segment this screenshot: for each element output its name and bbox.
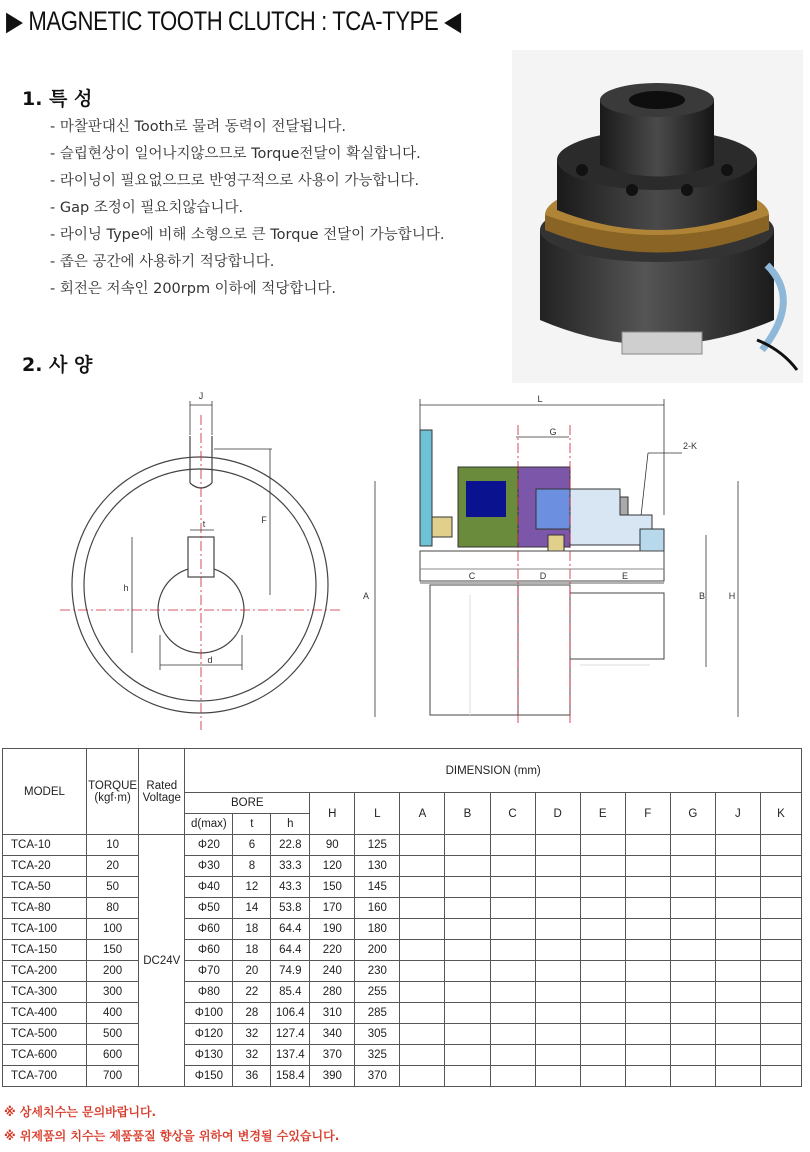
header-t: t xyxy=(233,814,271,835)
table-cell-empty xyxy=(580,1024,625,1045)
feature-item: - 마찰판대신 Tooth로 물려 동력이 전달됩니다. xyxy=(50,119,347,135)
dim-label-d: d xyxy=(207,655,213,665)
table-cell: Φ40 xyxy=(185,877,233,898)
table-cell-empty xyxy=(535,1045,580,1066)
table-cell-empty xyxy=(760,1024,801,1045)
table-cell: 10 xyxy=(86,835,138,856)
table-cell-empty xyxy=(670,835,715,856)
model-cell: TCA-500 xyxy=(3,1024,87,1045)
table-cell-empty xyxy=(670,919,715,940)
table-cell-empty xyxy=(625,835,670,856)
header-col-d: D xyxy=(535,793,580,835)
table-cell-empty xyxy=(400,982,445,1003)
table-cell: 158.4 xyxy=(271,1066,310,1087)
page-title: ▶ MAGNETIC TOOTH CLUTCH : TCA-TYPE ◀ xyxy=(6,6,461,36)
table-cell: 74.9 xyxy=(271,961,310,982)
table-row xyxy=(3,1024,802,1045)
model-cell: TCA-200 xyxy=(3,961,87,982)
table-cell-empty xyxy=(400,898,445,919)
table-cell: 137.4 xyxy=(271,1045,310,1066)
table-cell-empty xyxy=(445,919,490,940)
table-cell-empty xyxy=(715,1066,760,1087)
model-cell: TCA-700 xyxy=(3,1066,87,1087)
table-cell-empty xyxy=(580,835,625,856)
table-cell-empty xyxy=(760,1003,801,1024)
header-col-g: G xyxy=(670,793,715,835)
table-cell-empty xyxy=(715,940,760,961)
table-cell-empty xyxy=(445,982,490,1003)
table-cell-empty xyxy=(400,877,445,898)
table-cell: 20 xyxy=(233,961,271,982)
feature-item: - Gap 조정이 필요치않습니다. xyxy=(50,200,244,216)
header-col-e: E xyxy=(580,793,625,835)
table-cell: 12 xyxy=(233,877,271,898)
table-cell: 240 xyxy=(310,961,355,982)
table-cell-empty xyxy=(535,877,580,898)
table-cell-empty xyxy=(490,856,535,877)
header-col-a: A xyxy=(400,793,445,835)
feature-item: - 라이닝 Type에 비해 소형으로 큰 Torque 전달이 가능합니다. xyxy=(50,227,445,243)
model-cell: TCA-80 xyxy=(3,898,87,919)
table-cell-empty xyxy=(580,982,625,1003)
table-cell: 127.4 xyxy=(271,1024,310,1045)
table-cell: 370 xyxy=(355,1066,400,1087)
table-cell-empty xyxy=(445,961,490,982)
table-cell: 22.8 xyxy=(271,835,310,856)
table-cell: Φ30 xyxy=(185,856,233,877)
table-cell-empty xyxy=(715,898,760,919)
table-cell: 28 xyxy=(233,1003,271,1024)
table-cell-empty xyxy=(715,982,760,1003)
table-cell: 220 xyxy=(310,940,355,961)
table-cell: Φ20 xyxy=(185,835,233,856)
table-cell: 33.3 xyxy=(271,856,310,877)
table-cell: 50 xyxy=(86,877,138,898)
table-cell-empty xyxy=(490,877,535,898)
table-cell: 300 xyxy=(86,982,138,1003)
dim-label-h: h xyxy=(123,583,129,593)
rated-voltage-cell: DC24V xyxy=(139,835,185,1087)
table-cell-empty xyxy=(670,940,715,961)
table-cell-empty xyxy=(625,1045,670,1066)
table-cell: 90 xyxy=(310,835,355,856)
dim-label-g: G xyxy=(549,427,557,437)
table-cell: 8 xyxy=(233,856,271,877)
table-cell-empty xyxy=(580,898,625,919)
table-cell-empty xyxy=(625,1003,670,1024)
table-row xyxy=(3,919,802,940)
table-cell-empty xyxy=(580,856,625,877)
table-cell: 32 xyxy=(233,1024,271,1045)
table-cell-empty xyxy=(535,940,580,961)
table-cell-empty xyxy=(625,877,670,898)
table-cell: 120 xyxy=(310,856,355,877)
table-cell-empty xyxy=(445,940,490,961)
table-cell: 700 xyxy=(86,1066,138,1087)
table-cell: 18 xyxy=(233,940,271,961)
table-cell: 160 xyxy=(355,898,400,919)
model-cell: TCA-600 xyxy=(3,1045,87,1066)
table-cell: 500 xyxy=(86,1024,138,1045)
table-cell: 305 xyxy=(355,1024,400,1045)
dim-label-k: 2-K xyxy=(682,441,698,451)
table-cell-empty xyxy=(445,1066,490,1087)
table-cell-empty xyxy=(760,898,801,919)
table-cell-empty xyxy=(400,1003,445,1024)
table-cell: 285 xyxy=(355,1003,400,1024)
feature-item: - 라이닝이 필요없으므로 반영구적으로 사용이 가능합니다. xyxy=(50,173,420,189)
dim-label-l: L xyxy=(537,394,543,404)
product-photo xyxy=(512,50,803,383)
table-cell: 130 xyxy=(355,856,400,877)
feature-item: - 슬립현상이 일어나지않으므로 Torque전달이 확실합니다. xyxy=(50,146,421,162)
table-cell: 340 xyxy=(310,1024,355,1045)
table-cell-empty xyxy=(580,919,625,940)
header-col-c: C xyxy=(490,793,535,835)
table-row xyxy=(3,1066,802,1087)
table-cell-empty xyxy=(400,856,445,877)
table-cell: 100 xyxy=(86,919,138,940)
table-cell-empty xyxy=(535,898,580,919)
dim-label-c: C xyxy=(468,571,476,581)
table-cell: 22 xyxy=(233,982,271,1003)
table-cell-empty xyxy=(715,961,760,982)
model-cell: TCA-150 xyxy=(3,940,87,961)
table-cell: 370 xyxy=(310,1045,355,1066)
table-cell: Φ130 xyxy=(185,1045,233,1066)
header-bore: BORE xyxy=(185,793,310,814)
table-cell-empty xyxy=(670,1003,715,1024)
table-cell-empty xyxy=(625,940,670,961)
table-cell: 85.4 xyxy=(271,982,310,1003)
dim-label-j: J xyxy=(198,391,204,401)
table-cell-empty xyxy=(535,1003,580,1024)
table-cell-empty xyxy=(760,961,801,982)
model-cell: TCA-20 xyxy=(3,856,87,877)
table-cell-empty xyxy=(535,1024,580,1045)
table-cell-empty xyxy=(535,961,580,982)
table-cell-empty xyxy=(715,835,760,856)
table-cell-empty xyxy=(535,856,580,877)
header-col-l: L xyxy=(355,793,400,835)
table-cell-empty xyxy=(760,877,801,898)
model-cell: TCA-50 xyxy=(3,877,87,898)
table-cell: Φ60 xyxy=(185,940,233,961)
table-cell-empty xyxy=(760,1045,801,1066)
table-cell-empty xyxy=(580,1045,625,1066)
table-cell-empty xyxy=(400,919,445,940)
table-cell-empty xyxy=(490,1045,535,1066)
header-col-j: J xyxy=(715,793,760,835)
table-cell-empty xyxy=(760,940,801,961)
table-cell-empty xyxy=(715,1024,760,1045)
header-torque: TORQUE (kgf·m) xyxy=(86,749,138,835)
table-cell-empty xyxy=(760,835,801,856)
table-cell-empty xyxy=(625,898,670,919)
dim-label-d2: D xyxy=(539,571,547,581)
table-cell: 18 xyxy=(233,919,271,940)
table-cell-empty xyxy=(715,1003,760,1024)
table-cell: 64.4 xyxy=(271,919,310,940)
section-features-heading: 1. 특 성 xyxy=(22,88,93,110)
header-dmax: d(max) xyxy=(185,814,233,835)
table-cell-empty xyxy=(490,961,535,982)
table-cell-empty xyxy=(625,1066,670,1087)
header-h: h xyxy=(271,814,310,835)
table-cell-empty xyxy=(760,856,801,877)
table-cell: 53.8 xyxy=(271,898,310,919)
table-cell: 64.4 xyxy=(271,940,310,961)
table-cell: 20 xyxy=(86,856,138,877)
table-cell-empty xyxy=(400,1045,445,1066)
table-cell-empty xyxy=(400,940,445,961)
technical-drawing xyxy=(0,385,810,745)
table-cell: Φ120 xyxy=(185,1024,233,1045)
table-cell: 14 xyxy=(233,898,271,919)
table-cell-empty xyxy=(670,1045,715,1066)
table-cell-empty xyxy=(580,877,625,898)
table-cell-empty xyxy=(490,835,535,856)
table-cell-empty xyxy=(760,919,801,940)
table-cell: 400 xyxy=(86,1003,138,1024)
table-cell: Φ60 xyxy=(185,919,233,940)
table-cell-empty xyxy=(715,856,760,877)
table-cell-empty xyxy=(445,898,490,919)
table-cell-empty xyxy=(625,856,670,877)
table-cell: 390 xyxy=(310,1066,355,1087)
table-cell: Φ80 xyxy=(185,982,233,1003)
table-cell-empty xyxy=(490,1066,535,1087)
table-cell-empty xyxy=(580,1066,625,1087)
table-cell: 150 xyxy=(310,877,355,898)
header-col-k: K xyxy=(760,793,801,835)
table-cell-empty xyxy=(625,961,670,982)
table-cell: 200 xyxy=(86,961,138,982)
header-dimension: DIMENSION (mm) xyxy=(185,749,802,793)
table-row xyxy=(3,982,802,1003)
table-cell-empty xyxy=(400,835,445,856)
table-cell: Φ100 xyxy=(185,1003,233,1024)
table-row xyxy=(3,940,802,961)
dim-label-e: E xyxy=(621,571,629,581)
table-cell-empty xyxy=(670,856,715,877)
header-model: MODEL xyxy=(3,749,87,835)
table-cell: 125 xyxy=(355,835,400,856)
table-cell-empty xyxy=(400,961,445,982)
table-cell-empty xyxy=(580,1003,625,1024)
table-row xyxy=(3,856,802,877)
table-cell: 36 xyxy=(233,1066,271,1087)
table-cell: Φ70 xyxy=(185,961,233,982)
table-cell: 200 xyxy=(355,940,400,961)
table-row xyxy=(3,877,802,898)
table-cell: 180 xyxy=(355,919,400,940)
table-cell-empty xyxy=(625,982,670,1003)
note-item: ※ 위제품의 치수는 제품품질 향상을 위하여 변경될 수있습니다. xyxy=(4,1129,340,1143)
table-cell-empty xyxy=(535,835,580,856)
feature-item: - 회전은 저속인 200rpm 이하에 적당합니다. xyxy=(50,281,336,297)
table-cell: 150 xyxy=(86,940,138,961)
table-cell-empty xyxy=(490,919,535,940)
table-cell-empty xyxy=(715,919,760,940)
table-cell: 32 xyxy=(233,1045,271,1066)
table-cell-empty xyxy=(580,940,625,961)
dim-label-f: F xyxy=(261,515,267,525)
header-col-f: F xyxy=(625,793,670,835)
table-cell-empty xyxy=(670,898,715,919)
dim-label-b: B xyxy=(698,591,706,601)
table-cell-empty xyxy=(400,1024,445,1045)
table-cell: 6 xyxy=(233,835,271,856)
table-cell-empty xyxy=(760,1066,801,1087)
table-cell-empty xyxy=(535,1066,580,1087)
dim-label-a: A xyxy=(362,591,370,601)
table-cell-empty xyxy=(715,1045,760,1066)
feature-list xyxy=(50,116,444,305)
table-cell-empty xyxy=(445,1003,490,1024)
table-cell: 170 xyxy=(310,898,355,919)
table-cell: 310 xyxy=(310,1003,355,1024)
note-item: ※ 상세치수는 문의바랍니다. xyxy=(4,1105,157,1119)
table-row xyxy=(3,1045,802,1066)
table-row xyxy=(3,835,802,856)
table-cell: 190 xyxy=(310,919,355,940)
table-cell: Φ50 xyxy=(185,898,233,919)
table-cell: 145 xyxy=(355,877,400,898)
spec-table xyxy=(2,748,802,1087)
header-col-h: H xyxy=(310,793,355,835)
dim-label-t: t xyxy=(202,519,206,529)
table-cell-empty xyxy=(445,856,490,877)
table-cell-empty xyxy=(715,877,760,898)
table-cell-empty xyxy=(670,961,715,982)
table-cell: 325 xyxy=(355,1045,400,1066)
table-cell-empty xyxy=(535,982,580,1003)
table-cell-empty xyxy=(445,877,490,898)
table-cell-empty xyxy=(490,1003,535,1024)
table-cell-empty xyxy=(670,1024,715,1045)
table-cell-empty xyxy=(760,982,801,1003)
notes xyxy=(4,1100,339,1148)
model-cell: TCA-10 xyxy=(3,835,87,856)
model-cell: TCA-400 xyxy=(3,1003,87,1024)
table-cell-empty xyxy=(490,982,535,1003)
table-row xyxy=(3,961,802,982)
table-cell-empty xyxy=(625,1024,670,1045)
table-cell-empty xyxy=(490,1024,535,1045)
model-cell: TCA-100 xyxy=(3,919,87,940)
table-cell-empty xyxy=(535,919,580,940)
table-cell-empty xyxy=(445,1045,490,1066)
table-cell-empty xyxy=(445,1024,490,1045)
table-cell: 280 xyxy=(310,982,355,1003)
table-cell: 43.3 xyxy=(271,877,310,898)
spec-table-body xyxy=(3,835,802,1087)
section-spec-heading: 2. 사 양 xyxy=(22,354,93,376)
table-cell: 80 xyxy=(86,898,138,919)
feature-item: - 좁은 공간에 사용하기 적당합니다. xyxy=(50,254,275,270)
dim-label-h2: H xyxy=(728,591,736,601)
table-cell-empty xyxy=(670,982,715,1003)
header-rated-voltage: Rated Voltage xyxy=(139,749,185,835)
table-cell: Φ150 xyxy=(185,1066,233,1087)
table-cell-empty xyxy=(670,1066,715,1087)
header-col-b: B xyxy=(445,793,490,835)
table-cell-empty xyxy=(490,940,535,961)
table-row xyxy=(3,898,802,919)
table-cell-empty xyxy=(400,1066,445,1087)
table-cell-empty xyxy=(490,898,535,919)
table-cell-empty xyxy=(625,919,670,940)
table-cell: 230 xyxy=(355,961,400,982)
model-cell: TCA-300 xyxy=(3,982,87,1003)
table-cell: 106.4 xyxy=(271,1003,310,1024)
table-cell-empty xyxy=(670,877,715,898)
table-cell: 600 xyxy=(86,1045,138,1066)
table-cell-empty xyxy=(580,961,625,982)
table-cell: 255 xyxy=(355,982,400,1003)
table-cell-empty xyxy=(445,835,490,856)
table-row xyxy=(3,1003,802,1024)
